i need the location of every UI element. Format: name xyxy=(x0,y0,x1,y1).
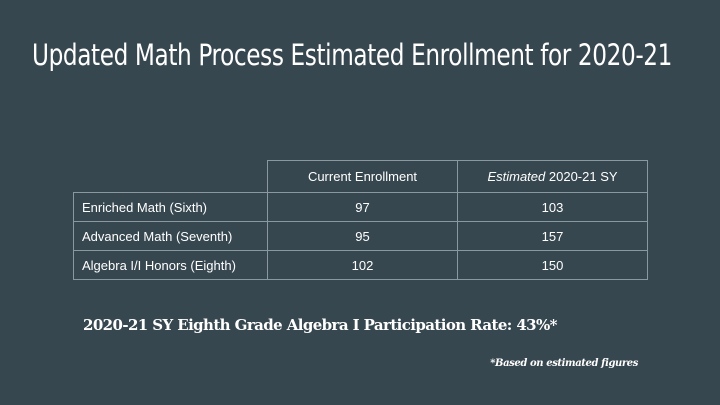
current-enrollment-cell: 95 xyxy=(268,222,458,251)
course-grade: (Sixth) xyxy=(165,199,207,215)
table-header-current: Current Enrollment xyxy=(268,161,458,193)
table-header-estimated xyxy=(458,161,648,193)
course-grade: (Eighth) xyxy=(186,257,236,273)
table-row xyxy=(74,193,648,222)
row-label xyxy=(74,251,268,280)
row-label xyxy=(74,222,268,251)
estimated-enrollment-cell: 157 xyxy=(458,222,648,251)
table-header-estimated-rest: 2020-21 SY xyxy=(545,169,618,184)
row-label xyxy=(74,193,268,222)
table-header-row xyxy=(74,161,648,193)
table-row xyxy=(74,222,648,251)
course-name: Enriched Math xyxy=(82,199,166,215)
course-name: Algebra I/I Honors xyxy=(82,257,187,273)
table-header-blank xyxy=(74,161,268,193)
course-name: Advanced Math xyxy=(82,228,173,244)
table-header-estimated-italic: Estimated xyxy=(487,169,546,184)
participation-rate-text: 2020-21 SY Eighth Grade Algebra I Participation Rate: 43%* xyxy=(83,316,557,334)
table-row xyxy=(74,251,648,280)
current-enrollment-cell: 102 xyxy=(268,251,458,280)
current-enrollment-cell: 97 xyxy=(268,193,458,222)
slide-title: Updated Math Process Estimated Enrollment for 2020-21 xyxy=(32,38,673,72)
estimated-enrollment-cell: 103 xyxy=(458,193,648,222)
course-grade: (Seventh) xyxy=(172,228,233,244)
enrollment-table xyxy=(73,160,648,280)
footnote: *Based on estimated figures xyxy=(490,358,638,369)
estimated-enrollment-cell: 150 xyxy=(458,251,648,280)
